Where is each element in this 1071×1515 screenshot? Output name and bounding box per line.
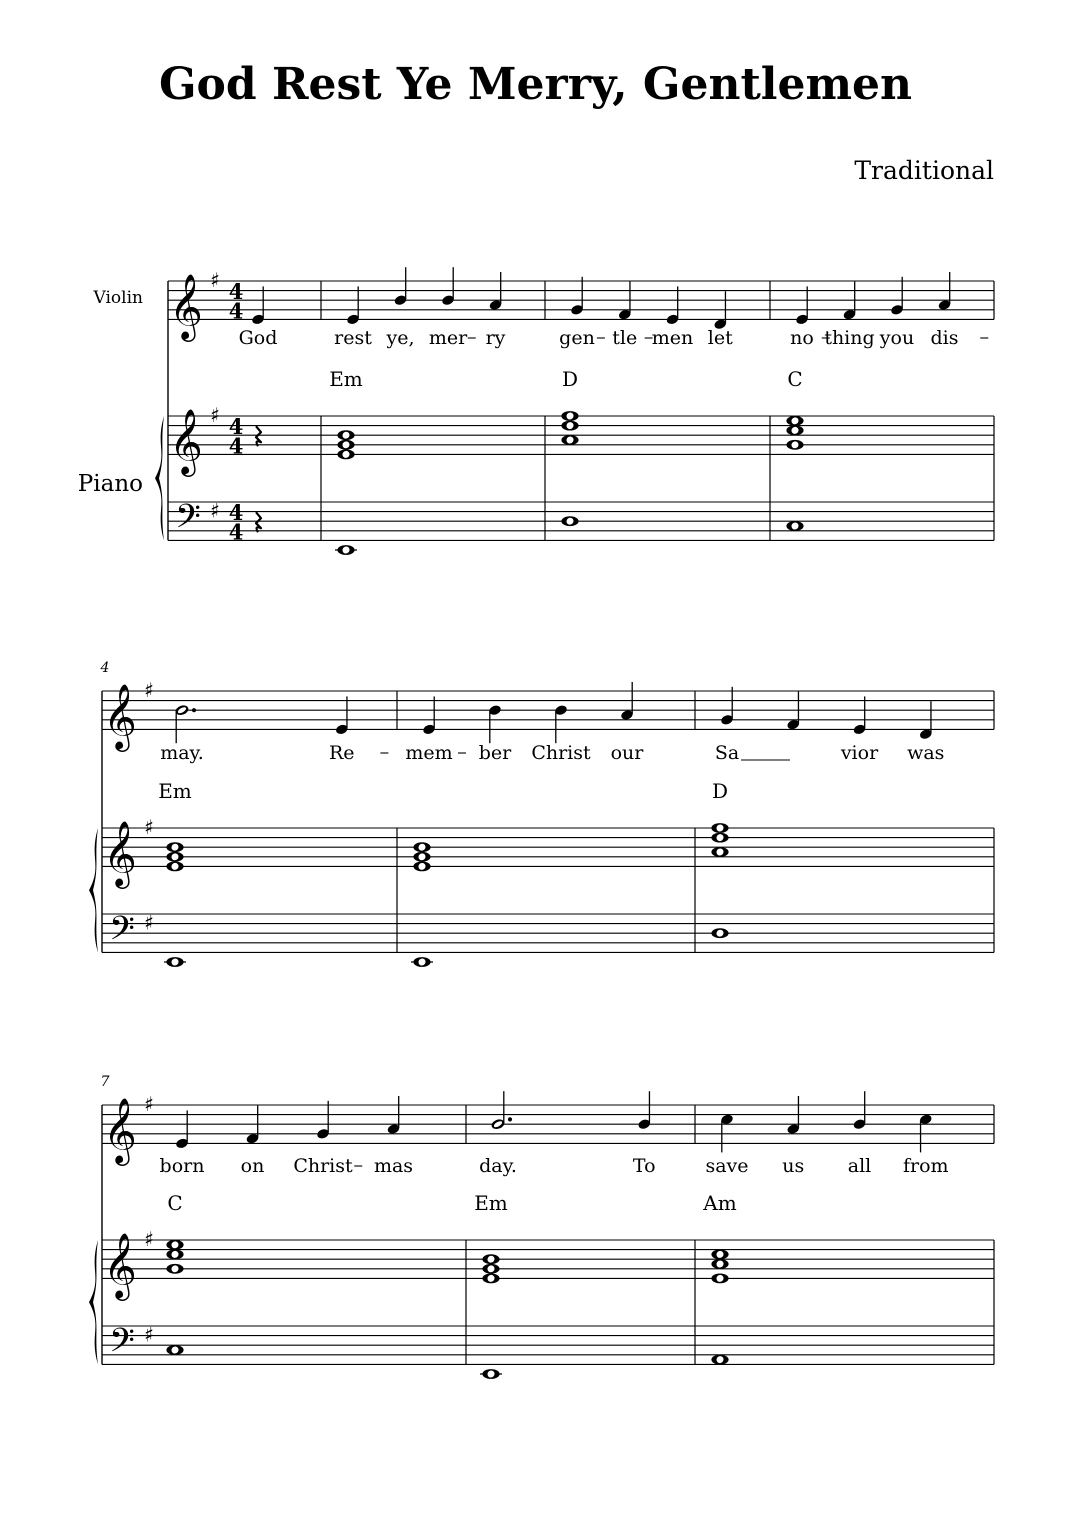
piano-brace <box>89 1240 98 1364</box>
chord-symbol: Em <box>158 779 192 803</box>
chord-symbol: C <box>787 367 803 391</box>
score-title: God Rest Ye Merry, Gentlemen <box>158 59 913 110</box>
chord-symbol: Em <box>474 1191 508 1215</box>
lyric-syllable: thing <box>824 327 875 349</box>
key-signature-sharp: ♯ <box>210 268 220 292</box>
lyric-syllable: was <box>907 742 945 764</box>
lyric-syllable: ye, <box>386 327 415 349</box>
lyric-syllable: mas <box>373 1155 414 1177</box>
lyric-syllable: no <box>790 327 814 349</box>
chord-symbol: Em <box>329 367 363 391</box>
bass-clef-icon: 𝄢 <box>175 497 201 544</box>
piano-lh-rest <box>256 512 261 532</box>
chord-symbol: C <box>167 1191 183 1215</box>
piano-rh-chord-note <box>786 425 803 435</box>
lyric-syllable: on <box>240 1155 265 1177</box>
time-signature-bottom: 4 <box>228 298 244 324</box>
piano-lh-note <box>711 928 728 938</box>
time-signature-top: 4 <box>228 500 244 526</box>
lyric-syllable: day. <box>479 1155 517 1177</box>
lyric-syllable: us <box>782 1155 805 1177</box>
measure-number: 4 <box>100 660 110 676</box>
piano-rh-chord-note <box>561 435 578 445</box>
piano-rh-chord-note <box>166 842 183 852</box>
piano-rh-chord-note <box>482 1264 499 1274</box>
lyric-syllable: God <box>238 327 278 349</box>
piano-lh-note <box>482 1369 499 1379</box>
piano-rh-chord-note <box>786 416 803 426</box>
lyric-syllable: all <box>847 1155 872 1177</box>
chord-symbol: Am <box>703 1191 737 1215</box>
lyric-syllable: you <box>879 327 915 349</box>
piano-rh-chord-note <box>482 1273 499 1283</box>
piano-lh-note <box>413 957 430 967</box>
instrument-name-violin: Violin <box>93 288 143 308</box>
piano-brace <box>155 416 164 540</box>
treble-clef-icon: 𝄞 <box>169 408 203 475</box>
lyric-syllable: tle <box>612 327 638 349</box>
piano-lh-note <box>337 545 354 555</box>
lyric-syllable: Re <box>328 742 355 764</box>
treble-clef-icon: 𝄞 <box>103 820 137 887</box>
piano-rh-chord-note <box>337 440 354 450</box>
piano-rh-chord-note <box>166 852 183 862</box>
treble-clef-icon: 𝄞 <box>103 1097 137 1164</box>
piano-rh-chord-note <box>337 449 354 459</box>
melody-note-dot <box>508 1117 512 1121</box>
time-signature-bottom: 4 <box>228 519 244 545</box>
key-signature-sharp: ♯ <box>144 678 154 702</box>
piano-rh-chord-note <box>711 823 728 833</box>
lyric-syllable: rest <box>334 327 372 349</box>
time-signature-bottom: 4 <box>228 433 244 459</box>
piano-rh-chord-note <box>482 1254 499 1264</box>
piano-rh-chord-note <box>711 847 728 857</box>
piano-rh-chord-note <box>413 861 430 871</box>
lyric-syllable: from <box>902 1155 949 1177</box>
lyric-syllable: our <box>610 742 644 764</box>
piano-rh-chord-note <box>413 852 430 862</box>
instrument-name-piano: Piano <box>77 471 143 497</box>
piano-rh-chord-note <box>561 411 578 421</box>
lyric-syllable: save <box>705 1155 749 1177</box>
lyric-syllable: ber <box>478 742 512 764</box>
composer: Traditional <box>854 156 994 185</box>
lyric-syllable: mem <box>405 742 453 764</box>
key-signature-sharp: ♯ <box>144 1227 154 1251</box>
piano-rh-chord-note <box>166 1264 183 1274</box>
piano-brace <box>89 828 98 952</box>
key-signature-sharp: ♯ <box>210 498 220 523</box>
lyric-syllable: ry <box>485 327 506 349</box>
lyric-syllable: may. <box>160 742 204 764</box>
lyric-syllable: Christ <box>293 1155 353 1177</box>
treble-clef-icon: 𝄞 <box>103 1232 137 1299</box>
piano-lh-note <box>561 516 578 526</box>
piano-rh-chord-note <box>711 1249 728 1259</box>
time-signature-top: 4 <box>228 279 244 305</box>
lyric-syllable: dis <box>930 327 959 349</box>
lyric-syllable: Sa <box>714 742 740 764</box>
lyric-syllable: To <box>632 1155 656 1177</box>
bass-clef-icon: 𝄢 <box>109 1321 135 1368</box>
piano-lh-note <box>166 1345 183 1355</box>
piano-rh-chord-note <box>166 861 183 871</box>
piano-lh-note <box>786 521 803 531</box>
measure-number: 7 <box>100 1074 110 1090</box>
lyric-syllable: let <box>707 327 733 349</box>
piano-rh-chord-note <box>711 1259 728 1269</box>
piano-rh-rest <box>256 426 261 446</box>
piano-rh-chord-note <box>711 833 728 843</box>
bass-clef-icon: 𝄢 <box>109 909 135 956</box>
piano-lh-note <box>166 957 183 967</box>
key-signature-sharp: ♯ <box>144 910 154 935</box>
chord-symbol: D <box>711 779 729 803</box>
lyric-syllable: vior <box>840 742 879 764</box>
piano-rh-chord-note <box>166 1249 183 1259</box>
key-signature-sharp: ♯ <box>144 1322 154 1347</box>
lyric-syllable: born <box>159 1155 205 1177</box>
key-signature-sharp: ♯ <box>210 403 220 427</box>
melody-note-dot <box>192 708 196 712</box>
lyric-syllable: mer <box>428 327 468 349</box>
lyric-syllable: gen <box>559 327 595 349</box>
piano-rh-chord-note <box>413 842 430 852</box>
time-signature-top: 4 <box>228 414 244 440</box>
piano-rh-chord-note <box>786 440 803 450</box>
piano-lh-note <box>711 1355 728 1365</box>
key-signature-sharp: ♯ <box>144 815 154 839</box>
piano-rh-chord-note <box>166 1240 183 1250</box>
piano-rh-chord-note <box>711 1273 728 1283</box>
piano-rh-chord-note <box>337 430 354 440</box>
lyric-syllable: men <box>651 327 694 349</box>
lyric-syllable: Christ <box>531 742 591 764</box>
piano-rh-chord-note <box>561 421 578 431</box>
treble-clef-icon: 𝄞 <box>103 683 137 750</box>
key-signature-sharp: ♯ <box>144 1092 154 1116</box>
chord-symbol: D <box>561 367 579 391</box>
treble-clef-icon: 𝄞 <box>169 273 203 340</box>
